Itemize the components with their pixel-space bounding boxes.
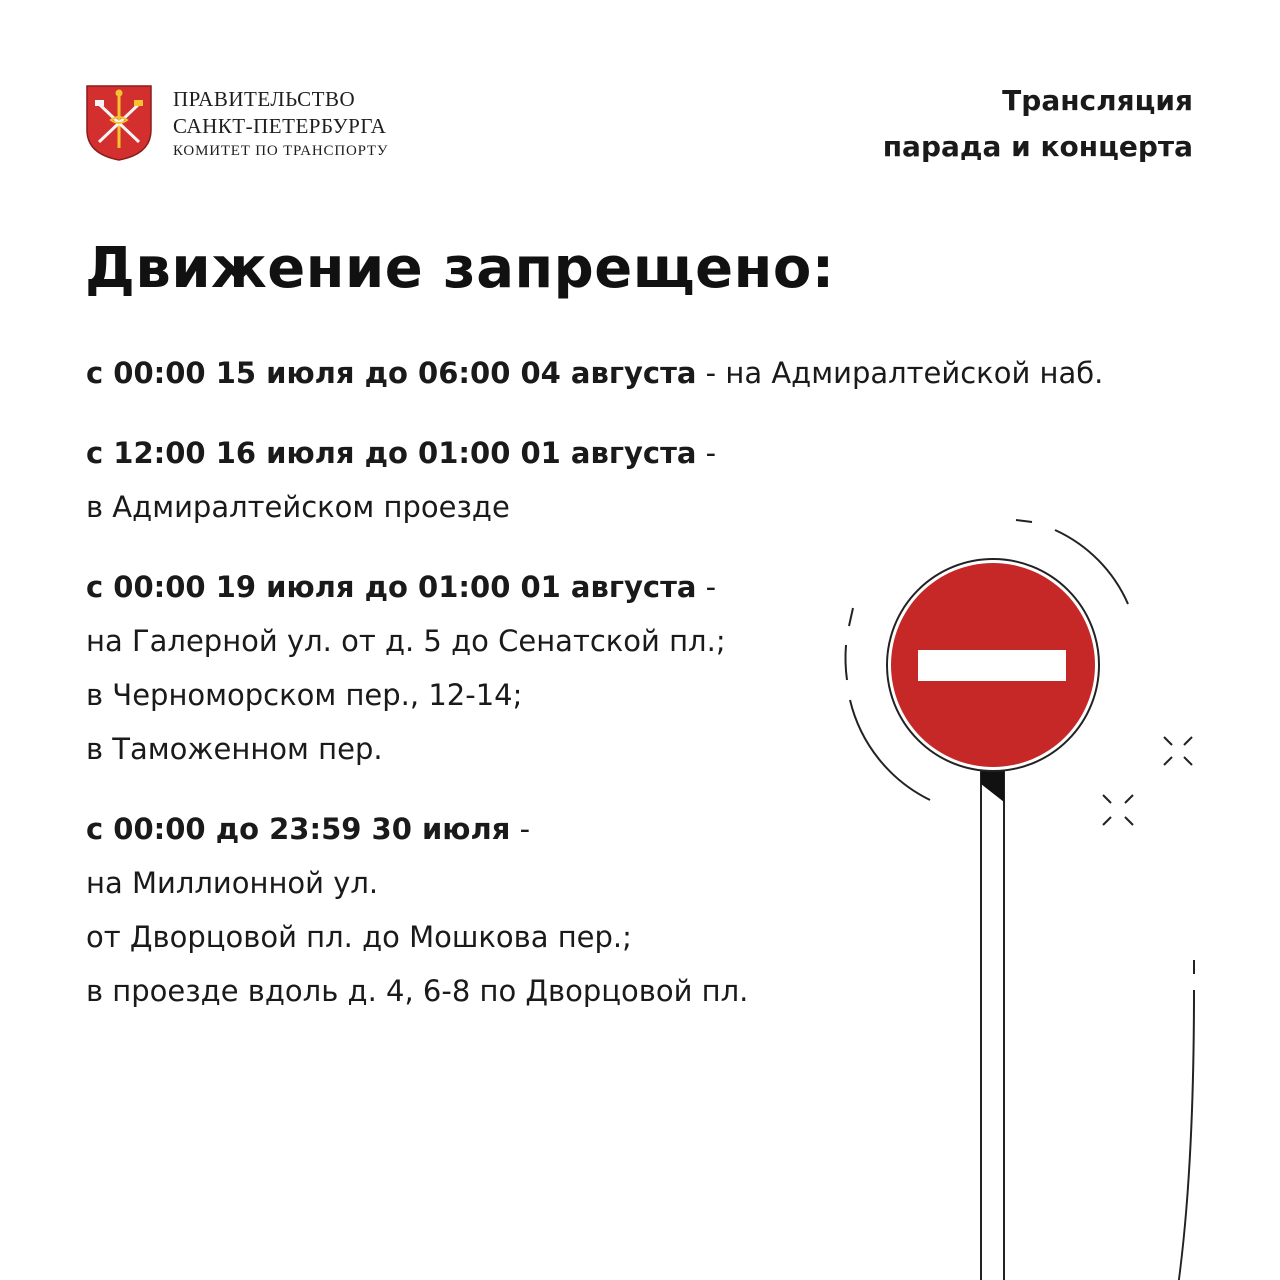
topic-line1: Трансляция [1002, 84, 1193, 117]
restriction-period: с 00:00 15 июля до 06:00 04 августа [86, 356, 697, 390]
restriction-place: на Миллионной ул. [86, 866, 379, 900]
no-entry-sign-illustration [660, 500, 1220, 1280]
topic-line2: парада и концерта [882, 130, 1193, 163]
sparkle-icon [1103, 795, 1133, 825]
restriction-separator: - [696, 570, 717, 604]
restriction-place: на Адмиралтейской наб. [716, 356, 1104, 390]
restriction-period: с 12:00 16 июля до 01:00 01 августа [86, 436, 697, 470]
sign-bar [918, 650, 1066, 681]
decor-arc [845, 645, 847, 680]
spb-coat-of-arms-icon [85, 84, 153, 162]
logo [85, 84, 388, 162]
restriction-place: на Галерной ул. от д. 5 до Сенатской пл.; [86, 624, 726, 658]
restriction-place: в проезде вдоль д. 4, 6-8 по Дворцовой пл. [86, 974, 749, 1008]
org-name-line2: САНКТ-ПЕТЕРБУРГА [173, 114, 387, 138]
restriction-place: в Таможенном пер. [86, 732, 383, 766]
org-committee: КОМИТЕТ ПО ТРАНСПОРТУ [173, 143, 389, 159]
sparkle-icon [1164, 737, 1192, 765]
restriction-period: с 00:00 19 июля до 01:00 01 августа [86, 570, 697, 604]
decor-dash [849, 608, 853, 626]
restriction-separator: - [696, 436, 717, 470]
page-title: Движение запрещено: [85, 236, 835, 301]
restriction-place: в Адмиралтейском проезде [86, 490, 510, 524]
topic-title [883, 78, 1193, 170]
restriction-place: в Черноморском пер., 12-14; [86, 678, 523, 712]
restriction-period: с 00:00 до 23:59 30 июля [86, 812, 511, 846]
restriction-separator: - [510, 812, 531, 846]
sign-pole [981, 770, 1004, 1280]
decor-dash [1016, 520, 1032, 522]
org-name-line1: ПРАВИТЕЛЬСТВО [173, 87, 356, 111]
restriction-item [86, 346, 1216, 400]
restriction-place: от Дворцовой пл. до Мошкова пер.; [86, 920, 632, 954]
restriction-separator: - [696, 356, 717, 390]
